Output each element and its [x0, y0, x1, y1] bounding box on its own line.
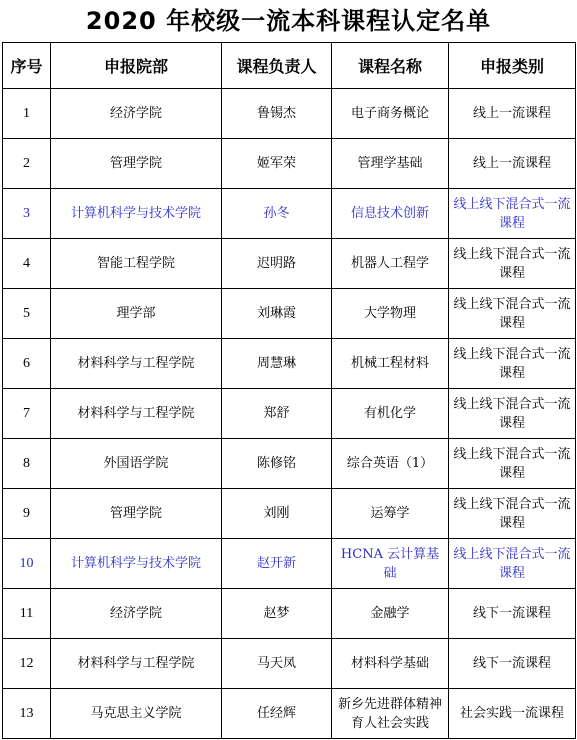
header-lead: 课程负责人 [222, 43, 332, 89]
table-row [3, 489, 576, 539]
table-row [3, 139, 576, 189]
header-course: 课程名称 [332, 43, 449, 89]
cell-course: 金融学 [332, 589, 449, 639]
cell-no: 11 [3, 589, 51, 639]
table-row [3, 89, 576, 139]
cell-category: 线上线下混合式一流课程 [449, 439, 576, 489]
table-row [3, 639, 576, 689]
cell-course: 综合英语（1） [332, 439, 449, 489]
cell-dept: 经济学院 [51, 89, 222, 139]
cell-course: 大学物理 [332, 289, 449, 339]
cell-course: 材料科学基础 [332, 639, 449, 689]
cell-lead: 赵开新 [222, 539, 332, 589]
cell-category: 线上线下混合式一流课程 [449, 389, 576, 439]
cell-no: 12 [3, 639, 51, 689]
table-row [3, 189, 576, 239]
cell-category: 社会实践一流课程 [449, 689, 576, 739]
header-category: 申报类别 [449, 43, 576, 89]
cell-lead: 刘琳霞 [222, 289, 332, 339]
cell-course: HCNA 云计算基础 [332, 539, 449, 589]
table-row [3, 289, 576, 339]
cell-no: 1 [3, 89, 51, 139]
cell-course: 信息技术创新 [332, 189, 449, 239]
table-row [3, 239, 576, 289]
cell-no: 2 [3, 139, 51, 189]
cell-course: 机械工程材料 [332, 339, 449, 389]
cell-no: 4 [3, 239, 51, 289]
cell-dept: 材料科学与工程学院 [51, 639, 222, 689]
cell-dept: 材料科学与工程学院 [51, 389, 222, 439]
cell-dept: 计算机科学与技术学院 [51, 189, 222, 239]
cell-dept: 管理学院 [51, 489, 222, 539]
cell-lead: 鲁锡杰 [222, 89, 332, 139]
cell-lead: 马天凤 [222, 639, 332, 689]
cell-category: 线下一流课程 [449, 589, 576, 639]
cell-no: 9 [3, 489, 51, 539]
cell-category: 线上线下混合式一流课程 [449, 489, 576, 539]
cell-course: 有机化学 [332, 389, 449, 439]
cell-course: 电子商务概论 [332, 89, 449, 139]
header-no: 序号 [3, 43, 51, 89]
cell-course: 新乡先进群体精神育人社会实践 [332, 689, 449, 739]
cell-category: 线上线下混合式一流课程 [449, 539, 576, 589]
cell-category: 线上一流课程 [449, 89, 576, 139]
header-row [3, 43, 576, 89]
header-dept: 申报院部 [51, 43, 222, 89]
course-table [2, 42, 576, 739]
cell-lead: 周慧琳 [222, 339, 332, 389]
table-row [3, 439, 576, 489]
cell-dept: 智能工程学院 [51, 239, 222, 289]
cell-lead: 陈修铭 [222, 439, 332, 489]
cell-dept: 理学部 [51, 289, 222, 339]
cell-dept: 经济学院 [51, 589, 222, 639]
cell-no: 7 [3, 389, 51, 439]
cell-category: 线上线下混合式一流课程 [449, 189, 576, 239]
table-row [3, 339, 576, 389]
cell-course: 管理学基础 [332, 139, 449, 189]
cell-category: 线上线下混合式一流课程 [449, 239, 576, 289]
cell-no: 6 [3, 339, 51, 389]
cell-no: 10 [3, 539, 51, 589]
cell-no: 13 [3, 689, 51, 739]
cell-category: 线下一流课程 [449, 639, 576, 689]
cell-no: 3 [3, 189, 51, 239]
cell-lead: 郑舒 [222, 389, 332, 439]
table-body [3, 89, 576, 739]
cell-lead: 赵梦 [222, 589, 332, 639]
cell-dept: 管理学院 [51, 139, 222, 189]
table-row [3, 689, 576, 739]
cell-lead: 孙冬 [222, 189, 332, 239]
cell-lead: 刘刚 [222, 489, 332, 539]
cell-category: 线上线下混合式一流课程 [449, 289, 576, 339]
table-row [3, 539, 576, 589]
table-row [3, 589, 576, 639]
cell-category: 线上一流课程 [449, 139, 576, 189]
cell-course: 机器人工程学 [332, 239, 449, 289]
cell-dept: 材料科学与工程学院 [51, 339, 222, 389]
cell-dept: 马克思主义学院 [51, 689, 222, 739]
cell-category: 线上线下混合式一流课程 [449, 339, 576, 389]
cell-lead: 任经辉 [222, 689, 332, 739]
cell-lead: 姬军荣 [222, 139, 332, 189]
cell-lead: 迟明路 [222, 239, 332, 289]
table-row [3, 389, 576, 439]
cell-course: 运筹学 [332, 489, 449, 539]
cell-no: 5 [3, 289, 51, 339]
page-title: 2020 年校级一流本科课程认定名单 [85, 7, 492, 35]
cell-dept: 计算机科学与技术学院 [51, 539, 222, 589]
cell-dept: 外国语学院 [51, 439, 222, 489]
cell-no: 8 [3, 439, 51, 489]
